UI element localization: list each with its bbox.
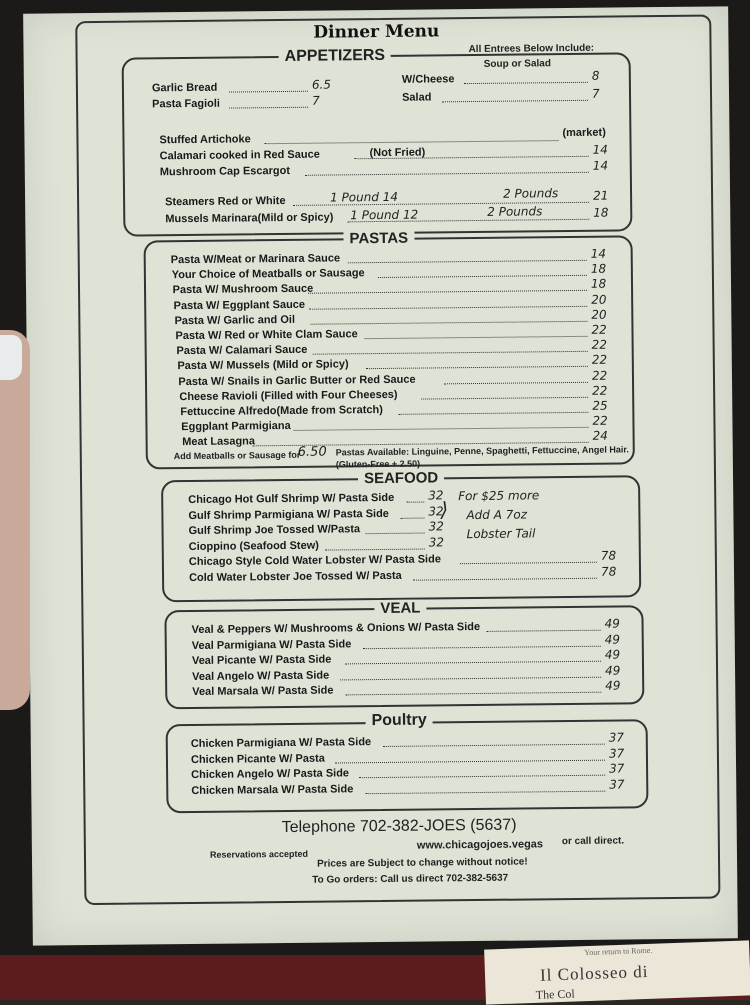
website-link[interactable]: www.chicagojoes.vegas [416, 838, 544, 852]
menu-item-price: 22 [591, 337, 607, 352]
menu-item-price: 6.5 [311, 77, 332, 92]
menu-item-price: 49 [604, 662, 621, 678]
menu-item-name: Cold Water Lobster Joe Tossed W/ Pasta [188, 569, 402, 584]
menu-item-price: 49 [605, 678, 621, 693]
menu-item-price: 25 [592, 398, 608, 413]
menu-item-price: 22 [591, 368, 608, 383]
prices-note: Prices are Subject to change without notice! [317, 856, 528, 870]
menu-item-price: 24 [592, 429, 608, 444]
menu-item-option: 2 Pounds [487, 204, 543, 219]
poultry-title: Poultry [365, 711, 432, 730]
call-direct-note: or call direct. [561, 835, 625, 848]
brace-mark: ⟩ [440, 497, 449, 522]
menu-item-name: Veal & Peppers W/ Mushrooms & Onions W/ Pasta Side [191, 620, 481, 636]
menu-item-name: Pasta W/ Mushroom Sauce [172, 283, 314, 297]
menu-item-name: Your Choice of Meatballs or Sausage [171, 267, 365, 282]
menu-item-name: Chicken Parmigiana W/ Pasta Side [190, 736, 372, 751]
menu-item-price: 14 [590, 246, 607, 261]
card-small-text: Your return to Rome. [584, 945, 653, 958]
menu-item-price: 37 [608, 730, 625, 745]
menu-item-price: 32 [428, 503, 444, 519]
menu-item-price: 37 [608, 745, 625, 761]
telephone: Telephone 702-382-JOES (5637) [281, 816, 517, 837]
menu-item-price: 14 [592, 142, 608, 157]
menu-item-option: 1 Pound 12 [350, 207, 419, 223]
menu-item-price: 49 [604, 647, 621, 662]
menu-item-option: (Not Fried) [369, 146, 426, 160]
menu-item-price: 37 [609, 776, 625, 792]
menu-item-price: 20 [591, 292, 607, 307]
menu-item-name: Veal Picante W/ Pasta Side [191, 653, 332, 667]
menu-item-name: Pasta W/ Red or White Clam Sauce [175, 328, 358, 343]
menu-item-name: W/Cheese [401, 73, 455, 86]
menu-item-price: 18 [590, 261, 607, 276]
menu-item-name: Pasta W/ Calamari Sauce [176, 343, 308, 358]
menu-item-price: 7 [311, 93, 320, 108]
menu-item-price: 21 [593, 188, 609, 203]
appetizers-title: APPETIZERS [279, 47, 392, 66]
menu-item-name: Gulf Shrimp Joe Tossed W/Pasta [188, 523, 361, 538]
menu-item-price: 14 [592, 158, 609, 173]
card-title: Il Colosseo di [539, 961, 649, 985]
menu-item-name: Mussels Marinara(Mild or Spicy) [165, 211, 334, 226]
entrees-include-note: All Entrees Below Include: [468, 42, 595, 56]
handnote-line1: For $25 more [458, 488, 540, 504]
pastas-title: PASTAS [343, 230, 414, 248]
menu-item-name: Gulf Shrimp Parmigiana W/ Pasta Side [188, 507, 389, 522]
menu-item-name: Pasta W/ Mussels (Mild or Spicy) [177, 358, 349, 373]
thumb [0, 330, 30, 710]
menu-item-name: Chicago Style Cold Water Lobster W/ Pasta Side [188, 553, 441, 569]
dot-leader [407, 502, 425, 503]
menu-item-name: Pasta W/ Eggplant Sauce [173, 298, 306, 312]
card-subtitle: The Col [535, 986, 575, 1002]
menu-item-name: Veal Marsala W/ Pasta Side [192, 684, 334, 698]
menu-item-price: 18 [590, 277, 607, 292]
menu-item-name: Cheese Ravioli (Filled with Four Cheeses) [179, 388, 398, 403]
menu-title: Dinner Menu [313, 21, 440, 43]
table-card [484, 940, 750, 1004]
menu-item-name: Veal Parmigiana W/ Pasta Side [191, 637, 352, 652]
menu-item-price: 78 [600, 548, 617, 563]
veal-title: VEAL [374, 600, 426, 618]
thumbnail-nail [0, 335, 22, 380]
menu-item-price: 7 [591, 86, 600, 101]
menu-item-name: Stuffed Artichoke [159, 133, 251, 147]
menu-item-name: Garlic Bread [151, 81, 218, 95]
menu-item-name: Steamers Red or White [165, 194, 286, 209]
menu-item-name: Salad [401, 91, 432, 104]
menu-item-name: Veal Angelo W/ Pasta Side [192, 669, 330, 683]
menu-item-name: Calamari cooked in Red Sauce [159, 148, 320, 163]
menu-item-price: 49 [604, 632, 621, 647]
menu-item-name: Cioppino (Seafood Stew) [188, 539, 319, 553]
menu-item-price: 32 [428, 519, 444, 534]
menu-item-price: 32 [428, 488, 444, 503]
menu-item-price: 18 [593, 205, 609, 220]
menu-item-name: Pasta W/ Snails in Garlic Butter or Red Sauce [178, 373, 416, 388]
menu-item-price: 37 [609, 761, 625, 776]
poultry-section [166, 719, 649, 813]
addon-label: Add Meatballs or Sausage for [173, 449, 301, 462]
reservations-note: Reservations accepted [209, 848, 309, 860]
pastas-available: Pastas Available: Linguine, Penne, Spaghetti, Fettuccine, Angel Hair. [335, 444, 629, 458]
menu-item-name: Chicken Angelo W/ Pasta Side [191, 767, 350, 781]
menu-item-name: Chicken Picante W/ Pasta [190, 752, 325, 766]
addon-price: 6.50 [297, 444, 327, 460]
menu-item-price: 78 [600, 564, 617, 579]
handnote-line3: Lobster Tail [466, 526, 536, 542]
menu-item-name: Pasta W/ Garlic and Oil [174, 313, 296, 327]
menu-item-name: Mushroom Cap Escargot [159, 164, 291, 179]
seafood-title: SEAFOOD [358, 469, 444, 487]
menu-item-name: Eggplant Parmigiana [181, 420, 291, 434]
menu-item-option: 2 Pounds [502, 186, 559, 201]
menu-page [23, 6, 738, 945]
menu-item-price: 49 [604, 616, 620, 631]
menu-item-name: Pasta Fagioli [152, 97, 221, 111]
menu-item-price: 20 [591, 307, 607, 322]
menu-item-name: Pasta W/Meat or Marinara Sauce [170, 252, 341, 267]
menu-item-price: 22 [591, 353, 608, 368]
menu-item-name: Meat Lasagna [182, 435, 256, 449]
menu-item-price: 22 [592, 383, 608, 398]
menu-item-price: (market) [562, 126, 606, 140]
to-go-note: To Go orders: Call us direct 702-382-5637 [312, 872, 509, 886]
menu-item-name: Chicago Hot Gulf Shrimp W/ Pasta Side [188, 491, 395, 507]
menu-item-name: Fettuccine Alfredo(Made from Scratch) [180, 403, 383, 419]
handnote-line2: Add A 7oz [466, 507, 528, 523]
menu-item-price: 22 [592, 413, 608, 428]
menu-item-name: Chicken Marsala W/ Pasta Side [191, 782, 354, 797]
soup-or-salad-note: Soup or Salad [483, 58, 551, 70]
gluten-free-note: (Gluten-Free + 2.50) [335, 458, 421, 470]
menu-item-price: 22 [591, 322, 607, 337]
menu-item-price: 8 [591, 68, 600, 83]
menu-item-price: 32 [428, 534, 445, 549]
menu-item-option: 1 Pound 14 [330, 189, 399, 205]
